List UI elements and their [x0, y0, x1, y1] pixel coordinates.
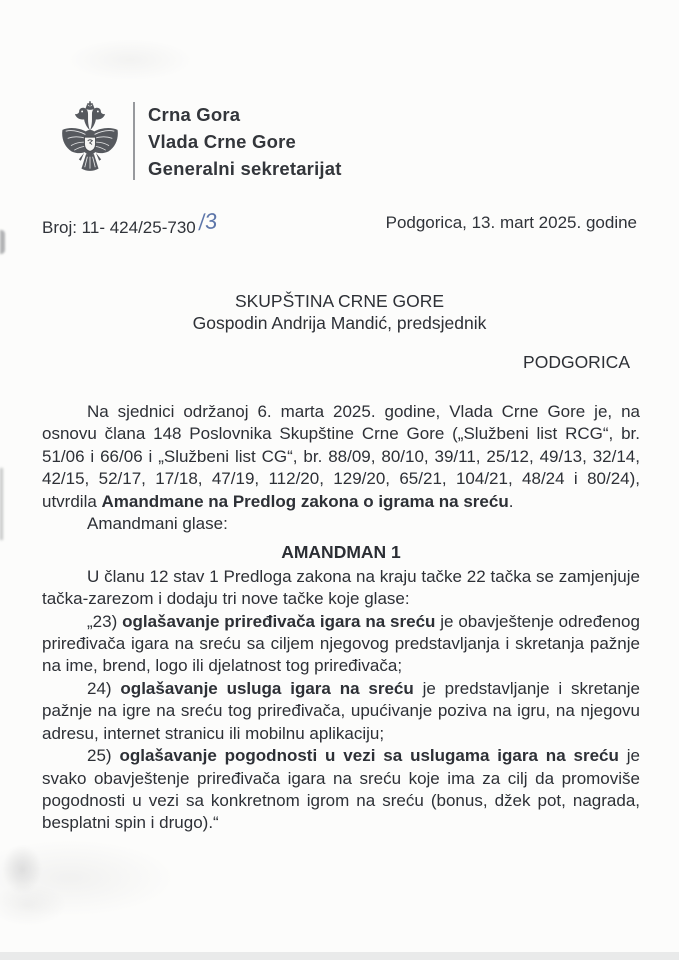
item25-term: oglašavanje pogodnosti u vezi sa uslugama igara na sreću: [119, 746, 619, 766]
org-line-government: Vlada Crne Gore: [148, 130, 296, 152]
scan-smudge: [2, 845, 42, 893]
addressee-institution: SKUPŠTINA CRNE GORE: [234, 291, 445, 311]
paragraph-item-25: [42, 745, 640, 835]
paragraph-intro: [42, 401, 640, 513]
document-body: [42, 401, 640, 835]
item24-term: oglašavanje usluga igara na sreću: [120, 678, 414, 698]
letterhead: [57, 99, 342, 183]
item25-definition: je svako obavještenje priređivača igara na sreću koje ima za cilj da promoviše pogodnosti u vezi sa konkretnom igrom na sreću (bonus, džek pot, nagrada, besplatni spin i drugo).“: [42, 746, 640, 833]
item25-number: 25): [87, 746, 120, 766]
intro-text: Na sjednici održanoj 6. marta 2025. godine, Vlada Crne Gore je, na osnovu člana 148 Poslovnika Skupštine Crne Gore („Službeni list RCG“, br. 51/06 i 66/06 i „Službeni list CG“, br. 88/09, 80/10, 39/11, 25/12, 49/13, 32/14, 42/15, 52/17, 17/18, 47/19, 112/20, 129/20, 65/21, 104/21, 48/24 i 80/24), utvrdila: [42, 402, 640, 511]
scan-smudge: [0, 468, 3, 540]
item23-number: „23): [87, 611, 123, 631]
addressee-block: [0, 291, 679, 334]
montenegro-coat-of-arms-icon: [57, 99, 123, 183]
paragraph-item-24: [42, 678, 640, 745]
item23-term: oglašavanje priređivača igara na sreću: [122, 611, 436, 631]
addressee-person: Gospodin Andrija Mandić, predsjednik: [192, 312, 487, 333]
reference-line: [42, 208, 637, 239]
addressee-city: PODGORICA: [523, 352, 630, 372]
paragraph-clause-intro: U članu 12 stav 1 Predloga zakona na kraju tačke 22 tačka se zamjenjuje tačka-zarezom i dodaju tri nove tačke koje glase:: [42, 566, 640, 609]
paragraph-amendments-follow: Amandmani glase:: [87, 514, 228, 534]
intro-bold-title: Amandmane na Predlog zakona o igrama na sreću: [101, 491, 509, 511]
reference-number: Broj: 11- 424/25-730: [42, 218, 196, 237]
org-line-secretariat: Generalni sekretarijat: [148, 157, 342, 179]
letterhead-divider: [133, 102, 135, 180]
intro-period: .: [508, 491, 514, 511]
scan-smudge: [0, 230, 5, 254]
item24-number: 24): [87, 678, 121, 698]
item24-definition: je predstavljanje i skretanje pažnje na igre na sreću tog priređivača, upućivanje poziva na igru, na njegovu adresu, internet stranicu ili mobilnu aplikaciju;: [42, 678, 641, 743]
item23-definition: je obavještenje određenog priređivača igara na sreću sa ciljem njegovog predstavljanja i skretanja pažnje na ime, brend, logo ili djelatnost tog priređivača;: [42, 611, 640, 676]
place-date: Podgorica, 13. mart 2025. godine: [385, 213, 637, 232]
scan-edge: [0, 952, 679, 960]
reference-number-group: [42, 208, 218, 239]
org-line-country: Crna Gora: [148, 103, 241, 125]
letterhead-org-block: [148, 101, 342, 182]
amendment-heading: AMANDMAN 1: [281, 542, 401, 563]
handwritten-copy-number: /3: [197, 208, 218, 235]
paragraph-item-23: [42, 611, 640, 678]
